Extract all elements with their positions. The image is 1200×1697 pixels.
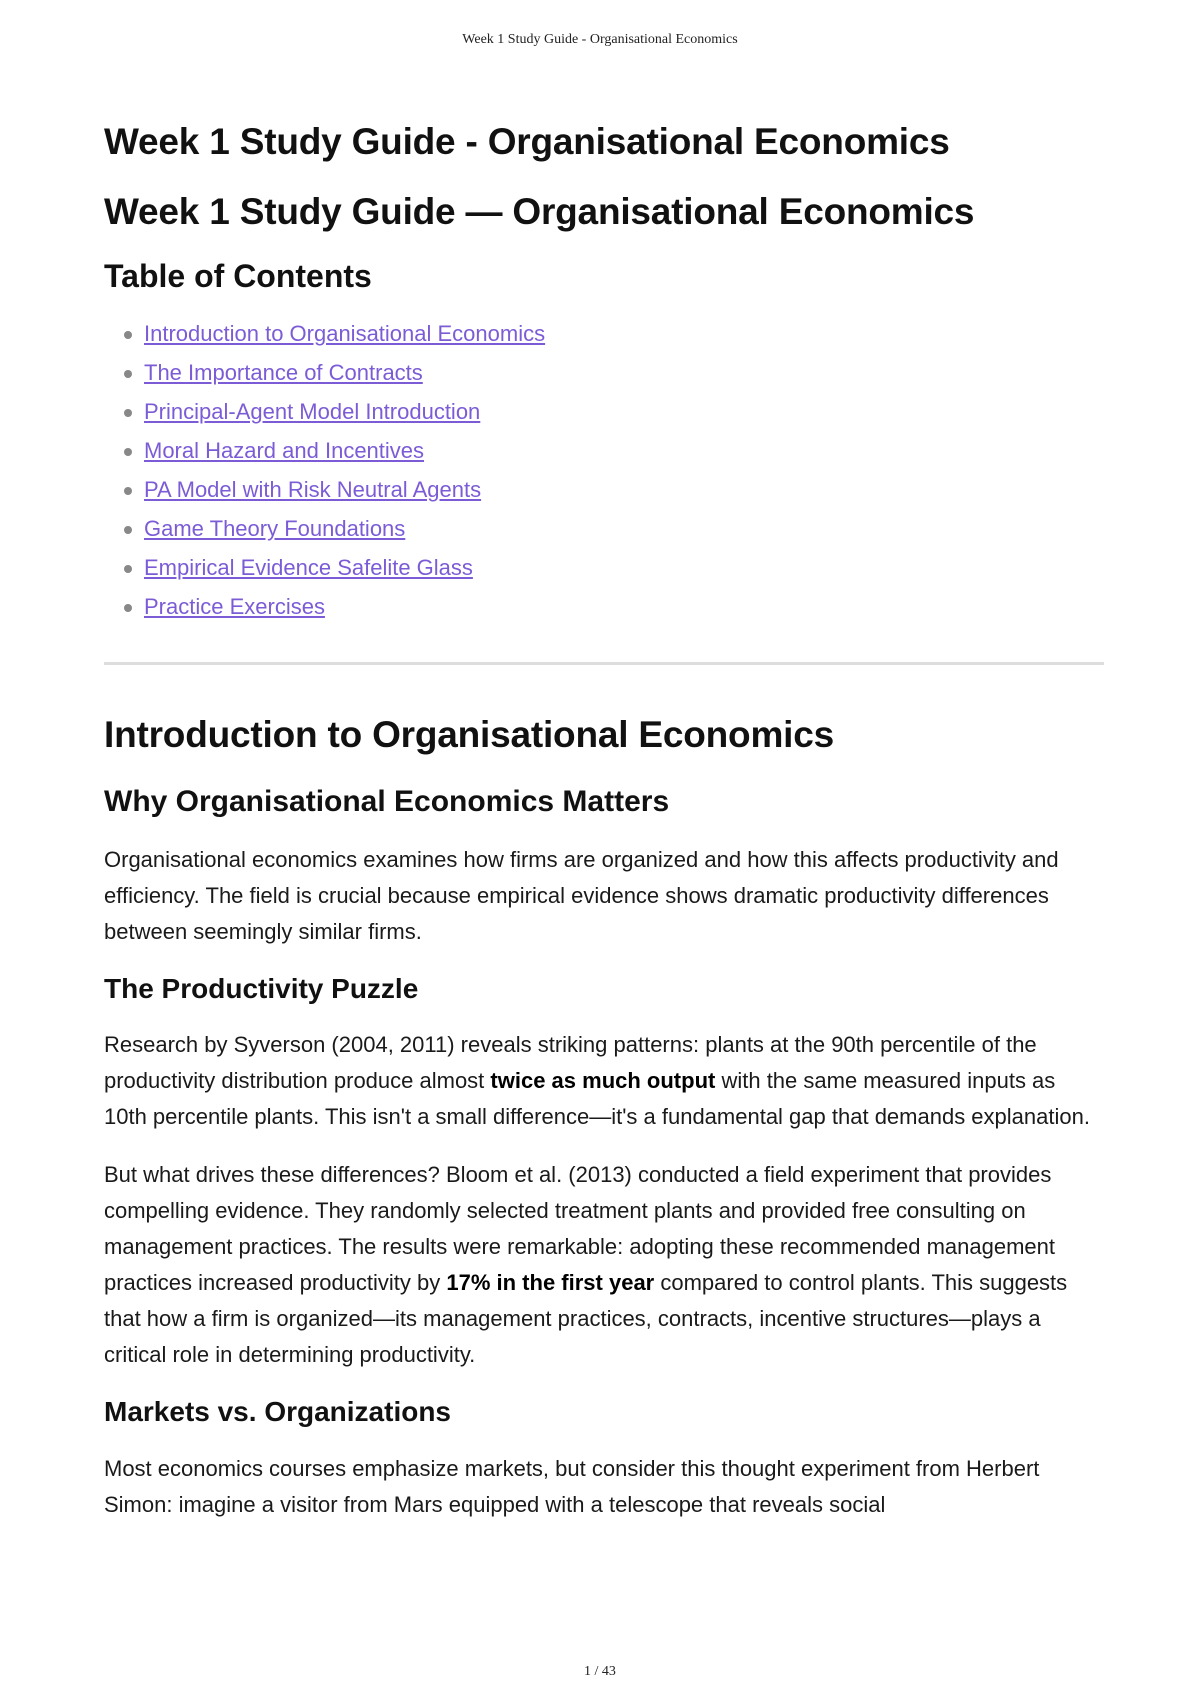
subsection-heading-why: Why Organisational Economics Matters [104, 784, 670, 818]
subsection-heading-markets: Markets vs. Organizations [104, 1396, 452, 1428]
paragraph-productivity-2: But what drives these differences? Bloom et al. (2013) conducted a field experiment that provides compelling evidence. They randomly selected treatment plants and provided free consulting on management practices. The results were remarkable: adopting these recommended management practices increased productivity by 17% in the first year compared to control plants. This suggests that how a firm is organized—its management practices, contracts, incentive structures—plays a critical role in determining productivity. [104, 1162, 1068, 1368]
toc-item [144, 321, 1104, 347]
paragraph-markets: Most economics courses emphasize markets, but consider this thought experiment from Herbert Simon: imagine a visitor from Mars equipped with a telescope that reveals social [104, 1455, 1040, 1517]
document-title: Week 1 Study Guide - Organisational Economics [104, 121, 950, 162]
document-title-alt: Week 1 Study Guide — Organisational Economics [104, 191, 975, 233]
toc-link-contracts[interactable]: The Importance of Contracts [144, 360, 423, 386]
toc-item [144, 594, 1104, 620]
toc-link-introduction[interactable]: Introduction to Organisational Economics [144, 321, 546, 347]
toc-item [144, 399, 1104, 425]
toc-link-practice[interactable]: Practice Exercises [144, 594, 325, 620]
page-number: 1 / 43 [584, 1664, 616, 1679]
toc-link-moral-hazard[interactable]: Moral Hazard and Incentives [144, 438, 425, 464]
toc-link-pa-risk-neutral[interactable]: PA Model with Risk Neutral Agents [144, 477, 482, 503]
table-of-contents [104, 321, 1104, 620]
subsection-heading-productivity: The Productivity Puzzle [104, 972, 419, 1004]
toc-item [144, 555, 1104, 581]
toc-item [144, 516, 1104, 542]
emphasis-twice-output: twice as much output [490, 1068, 716, 1094]
toc-link-game-theory[interactable]: Game Theory Foundations [144, 516, 406, 542]
toc-item [144, 477, 1104, 503]
toc-item [144, 360, 1104, 386]
document-body [104, 120, 1104, 1545]
toc-item [144, 438, 1104, 464]
section-title: Introduction to Organisational Economics [104, 714, 834, 756]
toc-heading: Table of Contents [104, 257, 372, 294]
paragraph-why: Organisational economics examines how firms are organized and how this affects productivity and efficiency. The field is crucial because empirical evidence shows dramatic productivity differences between seemingly similar firms. [104, 846, 1059, 944]
running-header: Week 1 Study Guide - Organisational Economics [462, 32, 738, 47]
section-divider [104, 662, 1104, 665]
toc-link-safelite[interactable]: Empirical Evidence Safelite Glass [144, 555, 473, 581]
toc-link-principal-agent[interactable]: Principal-Agent Model Introduction [144, 399, 481, 425]
emphasis-17-percent: 17% in the first year [446, 1270, 655, 1296]
paragraph-productivity-1: Research by Syverson (2004, 2011) reveals striking patterns: plants at the 90th percentile of the productivity distribution produce almost twice as much output with the same measured inputs as 10th percentile plants. This isn't a small difference—it's a fundamental gap that demands explanation. [104, 1032, 1090, 1130]
